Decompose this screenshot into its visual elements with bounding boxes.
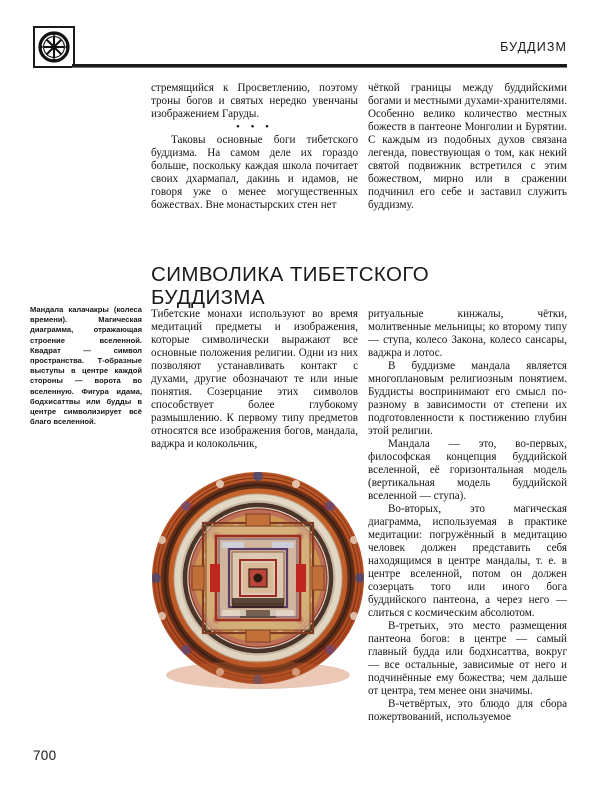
header-title: БУДДИЗМ xyxy=(500,40,567,54)
paragraph: Мандала — это, во-первых, философская концепция буддийской вселенной, её горизонтальная модель (вертикальная модель буддийской вселенной — ступа). xyxy=(368,438,567,502)
paragraph: стремящийся к Просветлению, поэтому троны богов и святых нередко увенчаны изображением Гаруды. xyxy=(151,82,358,120)
mandala-graphic xyxy=(148,470,368,692)
paragraph: В-четвёртых, это блюдо для сбора пожертвований, используемое xyxy=(368,698,567,723)
column-right-top xyxy=(368,82,567,212)
section-heading xyxy=(151,264,481,309)
paragraph: Таковы основные боги тибетского буддизма. На самом деле их гораздо больше, поскольку каждая школа почитает своих дхармапал, дакинь и идамов, не говоря уже о менее могущественных божествах. Вне монастырских стен нет xyxy=(151,134,358,211)
margin-caption: Мандала калачакры (колеса времени). Магическая диаграмма, отражающая строение вселенной. Квадрат — символ пространства. Т-образные выступы в центре каждой стороны — ворота во вселенную. Фигура идама, бодхисаттвы или будды в центре символизирует всё благо вселенной. xyxy=(30,305,142,427)
paragraph: В буддизме мандала является многоплановым религиозным понятием. Буддисты воспринимают его смысл по-разному в зависимости от степени их подготовленности к постижению глубин этой религии. xyxy=(368,360,567,437)
column-left-top xyxy=(151,82,358,212)
section-heading-line-1: СИМВОЛИКА ТИБЕТСКОГО xyxy=(151,263,430,286)
paragraph: Тибетские монахи используют во время медитаций предметы и изображения, которые символически выражают все основные положения религии. Одни из них позволяют устанавливать контакт с духами, другие обозначают те или иные понятия. Созерцание этих символов способствует более глубокому размышлению. К первому типу предметов относятся все изображения богов, мандала, ваджра и колокольчик, xyxy=(151,308,358,450)
dharma-wheel-icon xyxy=(33,26,75,68)
header-divider-rule xyxy=(72,64,567,67)
page-number: 700 xyxy=(33,748,57,763)
section-heading-line-2: БУДДИЗМА xyxy=(151,285,265,309)
page-header xyxy=(0,0,600,70)
paragraph-divider-dots: • • • xyxy=(235,121,274,133)
column-left-body xyxy=(151,308,358,451)
paragraph: В-третьих, это место размещения пантеона богов: в центре — самый главный будда или бодхисаттва, вокруг — все остальные, зависимые от него и подчинённые ему божества; чем дальше от центра, тем менее они значимы. xyxy=(368,620,567,697)
paragraph: Во-вторых, это магическая диаграмма, используемая в практике медитации: погружённый в медитацию человек должен представить себя находящимся в центре мандалы, т. е. в центре вселенной, потом он должен созерцать того или иного бога буддийского пантеона, а через него — слиться с космическим абсолютом. xyxy=(368,503,567,619)
column-right-body xyxy=(368,308,567,724)
paragraph: ритуальные кинжалы, чётки, молитвенные мельницы; ко второму типу — ступа, колесо Закона, колесо сансары, ваджра и лотос. xyxy=(368,308,567,359)
kalachakra-mandala-illustration xyxy=(148,470,368,760)
paragraph: чёткой границы между буддийскими богами и местными духами-хранителями. Особенно велико количество местных божеств в пантеоне Монголии и Бурятии. С каждым из подобных духов связана легенда, повествующая о том, как некий святой подвижник встретился с этим божеством, мирно или в сражении подчинил его себе и заставил служить буддизму. xyxy=(368,82,567,211)
